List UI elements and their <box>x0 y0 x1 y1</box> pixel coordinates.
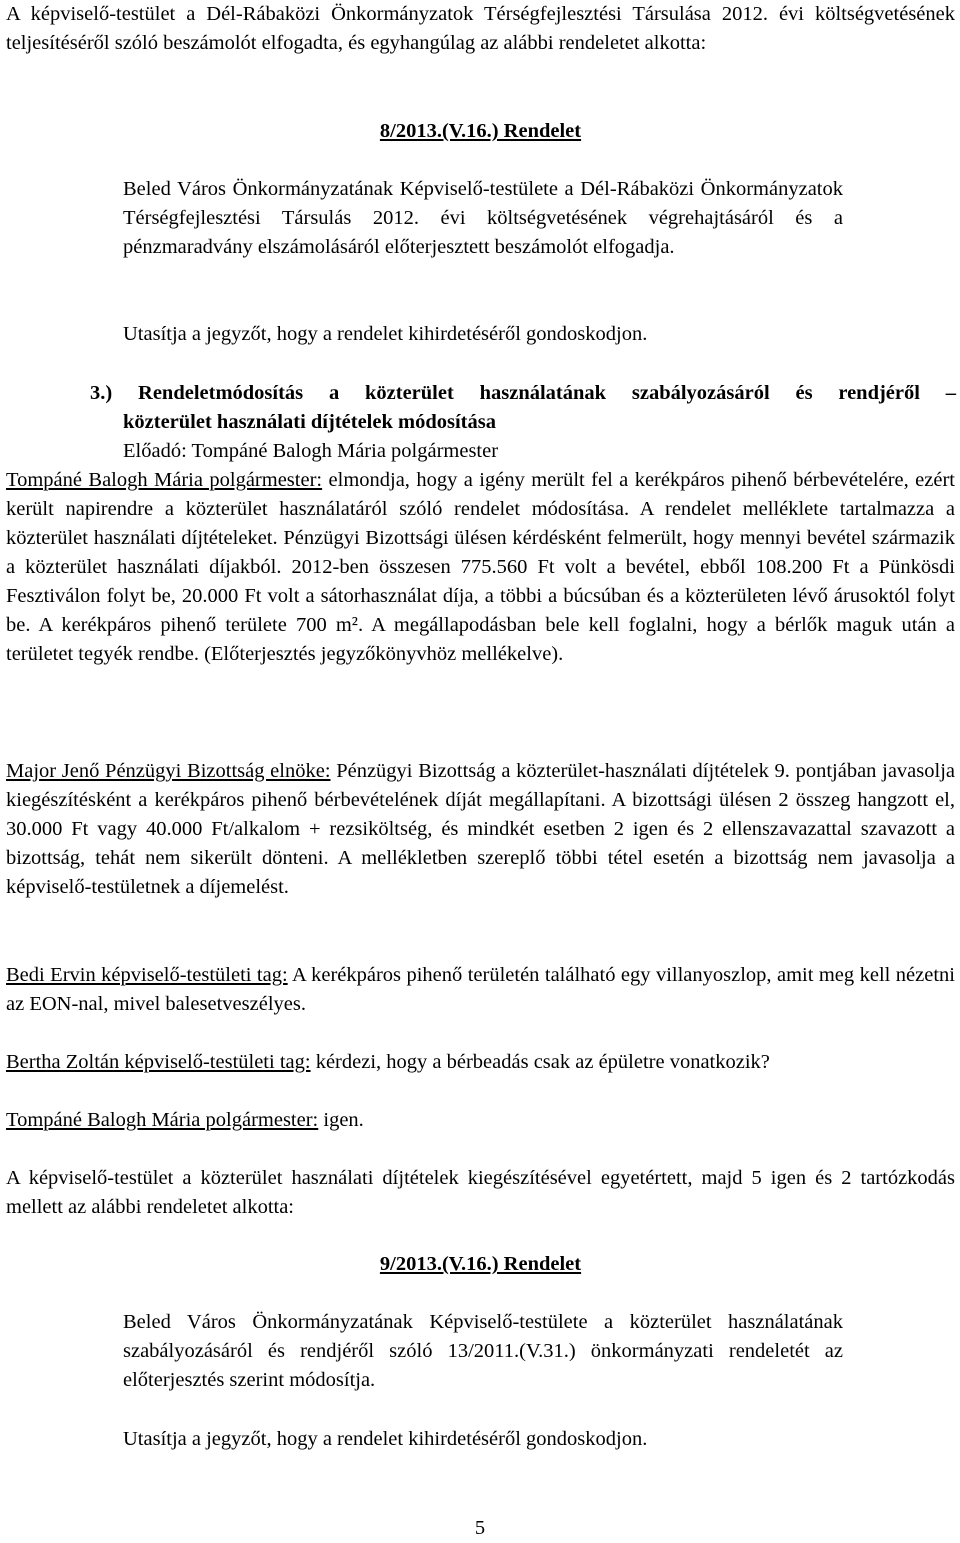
speaker-bertha: Bertha Zoltán képviselő-testületi tag: <box>6 1051 311 1073</box>
item3-title-line2: közterület használati díjtételek módosítása <box>123 411 496 433</box>
decree1-title-text: 8/2013.(V.16.) Rendelet <box>379 120 582 142</box>
speaker-mayor: Tompáné Balogh Mária polgármester: <box>6 469 323 491</box>
page-number: 5 <box>474 1517 486 1539</box>
item3-number: 3.) <box>90 382 113 404</box>
speech-text: A kerékpáros pihenő területén található egy villanyoszlop, amit meg kell nézetni az EON-nal, mivel balesetveszélyes. <box>6 964 955 1015</box>
decree2-instruction: Utasítja a jegyzőt, hogy a rendelet kihirdetéséről gondoskodjon. <box>123 1428 648 1450</box>
speaker-finance-chair: Major Jenő Pénzügyi Bizottság elnöke: <box>6 760 331 782</box>
speech-mayor-1 <box>6 466 955 669</box>
item3-presenter: Előadó: Tompáné Balogh Mária polgármester <box>123 440 499 462</box>
resolution-paragraph: A képviselő-testület a közterület használati díjtételek kiegészítésével egyetértett, majd 5 igen és 2 tartózkodás mellett az alábbi rendeletet alkotta: <box>6 1167 955 1218</box>
decree2-title-text: 9/2013.(V.16.) Rendelet <box>379 1253 582 1275</box>
speaker-bedi: Bedi Ervin képviselő-testületi tag: <box>6 964 288 986</box>
speech-text: igen. <box>318 1109 364 1131</box>
item3-title-line1: Rendeletmódosítás a közterület használatának szabályozásáról és rendjéről – <box>138 382 957 404</box>
speech-bertha <box>6 1048 955 1077</box>
decree1-body: Beled Város Önkormányzatának Képviselő-testülete a Dél-Rábaközi Önkormányzatok Térségfejlesztési Társulás 2012. évi költségvetésének végrehajtásáról és a pénzmaradvány elszámolásáról előterjesztett beszámolót elfogadja. <box>123 178 843 258</box>
decree2-title <box>6 1250 955 1279</box>
speech-bedi <box>6 961 955 1019</box>
decree2-body: Beled Város Önkormányzatának Képviselő-testülete a közterület használatának szabályozásáról és rendjéről szóló 13/2011.(V.31.) önkormányzati rendeletét az előterjesztés szerint módosítja. <box>123 1311 843 1391</box>
speech-text: elmondja, hogy a igény merült fel a kerékpáros pihenő bérbevételére, ezért került napirendre a közterület használatáról szóló rendelet módosítása. A rendelet melléklete tartalmazza a közterület használati díjtételeket. Pénzügyi Bizottsági ülésen kérdésként felmerült, hogy mennyi bevétel származik a közterület használati díjakból. 2012-ben összesen 775.560 Ft volt a bevétel, ebből 108.200 Ft a Pünkösdi Fesztiválon folyt be, 20.000 Ft volt a sátorhasználat díja, a többi a búcsúban és a közterületen lévő árusoktól folyt be. A kerékpáros pihenő területe 700 m². A megállapodásban bele kell foglalni, hogy a bérlők maguk után a területet tegyék rendbe. (Előterjesztés jegyzőkönyvhöz mellékelve). <box>6 469 955 665</box>
decree1-title <box>6 117 955 146</box>
speech-text: kérdezi, hogy a bérbeadás csak az épületre vonatkozik? <box>310 1051 770 1073</box>
speaker-mayor: Tompáné Balogh Mária polgármester: <box>6 1109 319 1131</box>
item3-heading <box>90 379 956 437</box>
speech-mayor-2 <box>6 1106 955 1135</box>
speech-finance-chair <box>6 757 955 902</box>
decree1-instruction: Utasítja a jegyzőt, hogy a rendelet kihirdetéséről gondoskodjon. <box>123 323 648 345</box>
speech-text: Pénzügyi Bizottság a közterület-használati díjtételek 9. pontjában javasolja kiegészítésként a kerékpáros pihenő bérbevételének díját megállapítani. A bizottsági ülésen 2 összeg hangzott el, 30.000 Ft vagy 40.000 Ft/alkalom + rezsiköltség, és mindkét esetben 2 igen és 2 ellenszavazattal szavazott a bizottság, tehát nem sikerült dönteni. A mellékletben szereplő többi tétel esetén a bizottság nem javasolja a képviselő-testületnek a díjemelést. <box>6 760 955 898</box>
intro-paragraph: A képviselő-testület a Dél-Rábaközi Önkormányzatok Térségfejlesztési Társulása 2012. évi költségvetésének teljesítéséről szóló beszámolót elfogadta, és egyhangúlag az alábbi rendeletet alkotta: <box>6 3 955 54</box>
